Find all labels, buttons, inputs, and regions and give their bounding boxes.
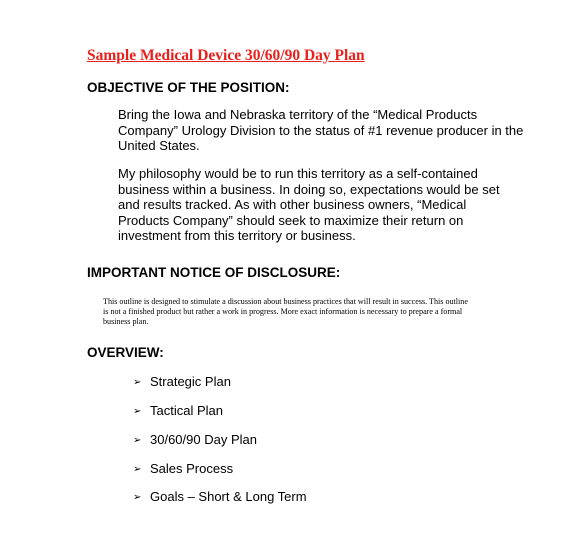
overview-item-label: Goals – Short & Long Term — [150, 489, 307, 504]
disclosure-line: business plan. — [103, 317, 149, 326]
paragraph-line: Company” Urology Division to the status of #1 revenue producer in the — [118, 122, 524, 138]
disclosure-heading: IMPORTANT NOTICE OF DISCLOSURE: — [87, 265, 341, 280]
overview-item-30-60-90-day-plan — [133, 432, 257, 447]
paragraph-line: and results tracked. As with other business owners, “Medical — [118, 197, 467, 212]
arrow-bullet-icon: ➢ — [133, 406, 142, 417]
paragraph-line: Bring the Iowa and Nebraska territory of the “Medical Products — [118, 107, 478, 122]
paragraph-line: Products Company” should seek to maximize their return on — [118, 212, 464, 228]
arrow-bullet-icon: ➢ — [133, 377, 142, 388]
overview-item-label: 30/60/90 Day Plan — [150, 432, 257, 447]
paragraph-line: investment from this territory or business. — [118, 228, 356, 243]
overview-item-sales-process — [133, 461, 233, 476]
arrow-bullet-icon: ➢ — [133, 464, 142, 475]
overview-item-strategic-plan — [133, 374, 231, 389]
paragraph-line: My philosophy would be to run this territory as a self-contained — [118, 166, 478, 181]
disclosure-line: This outline is designed to stimulate a discussion about business practices that will result in success. This outline — [103, 297, 468, 306]
arrow-bullet-icon: ➢ — [133, 492, 142, 503]
disclosure-line: is not a finished product but rather a work in progress. More exact information is necessary to prepare a formal — [103, 307, 463, 316]
paragraph-line: business within a business. In doing so, expectations would be set — [118, 181, 500, 197]
arrow-bullet-icon: ➢ — [133, 435, 142, 446]
overview-item-label: Sales Process — [150, 461, 234, 476]
disclosure-text — [103, 297, 523, 327]
overview-item-tactical-plan — [133, 403, 223, 418]
overview-item-goals — [133, 489, 307, 504]
paragraph-line: United States. — [118, 138, 200, 153]
overview-heading: OVERVIEW: — [87, 345, 164, 360]
overview-item-label: Strategic Plan — [150, 374, 231, 389]
objective-paragraph-2 — [118, 166, 518, 244]
overview-item-label: Tactical Plan — [150, 403, 223, 418]
document-title: Sample Medical Device 30/60/90 Day Plan — [87, 47, 365, 64]
objective-paragraph-1 — [118, 107, 524, 154]
objective-heading: OBJECTIVE OF THE POSITION: — [87, 80, 290, 95]
